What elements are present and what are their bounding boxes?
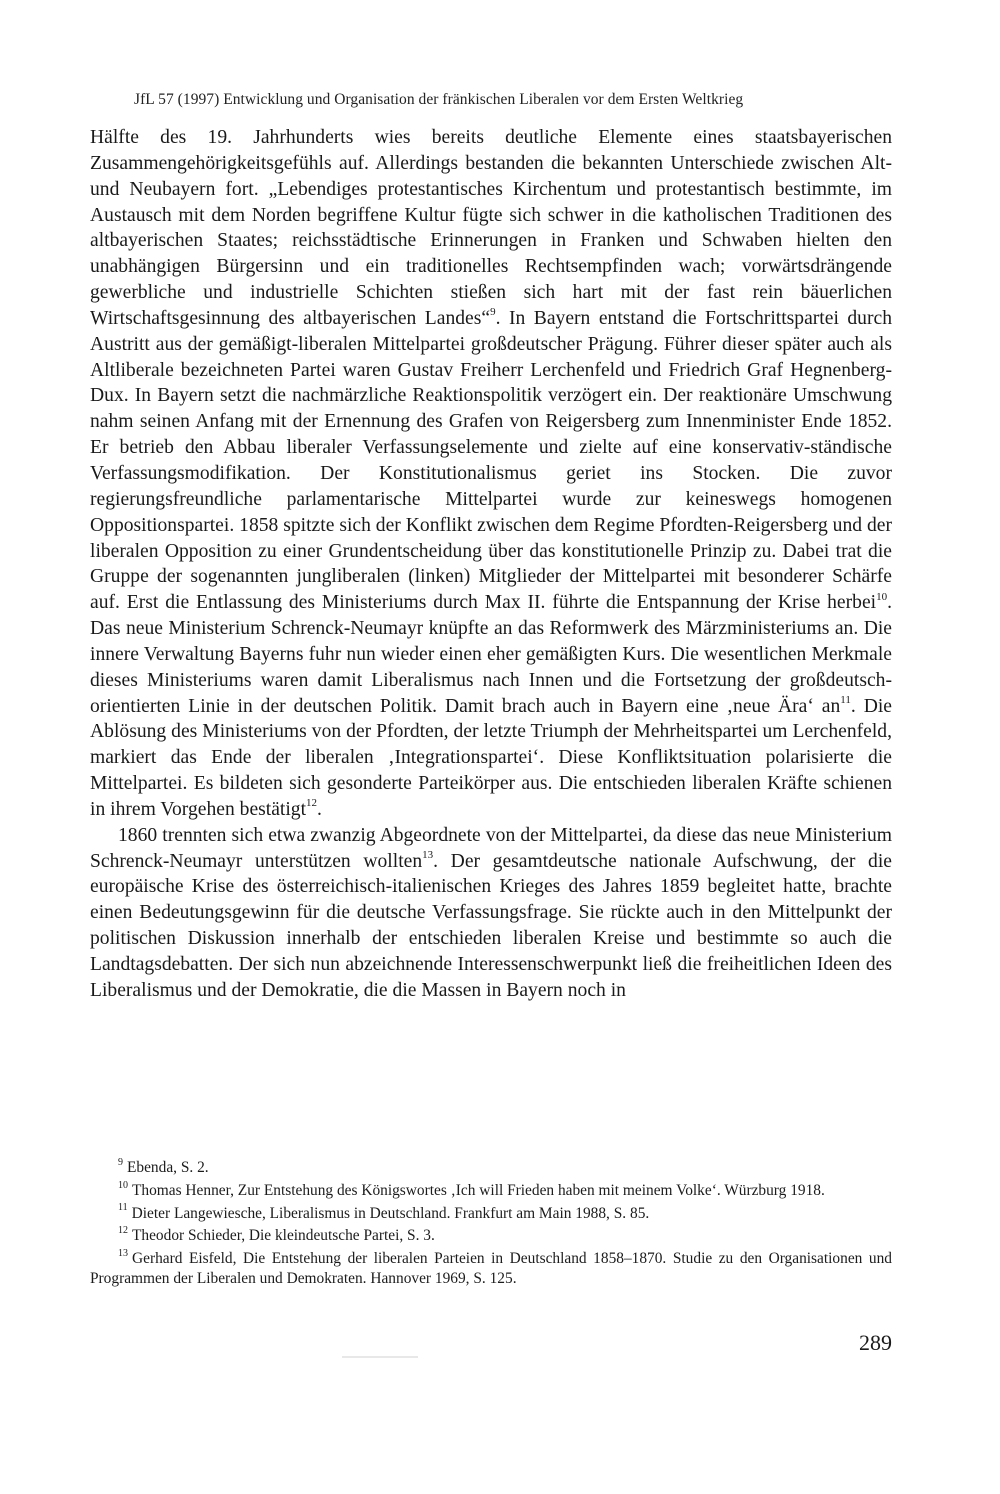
footnote-number: 12	[118, 1225, 128, 1237]
footnote-text: Thomas Henner, Zur Entstehung des Königswortes ‚Ich will Frieden haben mit meinem Volke‘. Würzburg 1918.	[132, 1181, 825, 1199]
footnote-ref-10[interactable]: 10	[876, 590, 888, 603]
text-run: . Die Ablösung des Ministeriums von der Pfordten, der letzte Triumph der Mehrheitspartei um Lerchenfeld, markiert das Ende der liberalen ‚Integrationspartei‘. Diese Konfliktsituation polarisierte die Mittelpartei. Es bildeten sich gesonderte Parteikörper aus. Die entschieden liberalen Kräfte schienen in ihrem Vorgehen bestätigt	[90, 695, 892, 820]
text-run: . Das neue Ministerium Schrenck-Neumayr knüpfte an das Reformwerk des Märzministeriums an. Die innere Verwaltung Bayerns fuhr nun wieder einen eher gemäßigten Kurs. Die wesentlichen Merkmale dieses Ministeriums waren damit Liberalismus nach Innen und die Fortsetzung der großdeutsch-orientierten Linie in der deutschen Politik. Damit brach auch in Bayern eine ‚neue Ära‘ an	[90, 592, 892, 717]
footnote-text: Theodor Schieder, Die kleindeutsche Partei, S. 3.	[132, 1227, 435, 1245]
footnote-text: Dieter Langewiesche, Liberalismus in Deutschland. Frankfurt am Main 1988, S. 85.	[131, 1204, 650, 1222]
running-head: JfL 57 (1997) Entwicklung und Organisation der fränkischen Liberalen vor dem Ersten Weltkrieg	[134, 91, 744, 108]
scan-artifact	[342, 1356, 418, 1358]
footnote-9	[90, 1158, 892, 1178]
paragraph-2	[90, 823, 892, 1004]
footnote-number: 10	[118, 1179, 128, 1191]
page-number: 289	[859, 1330, 892, 1355]
text-run: . In Bayern entstand die Fortschrittspartei durch Austritt aus der gemäßigt-liberalen Mittelpartei großdeutscher Prägung. Führer dieser später auch als Altliberale bezeichneten Partei waren Gustav Freiherr Lerchenfeld und Friedrich Graf Hegnenberg-Dux. In Bayern setzt die nachmärzliche Reaktionspolitik verzögert ein. Der reaktionäre Umschwung nahm seinen Anfang mit der Ernennung des Grafen von Reigersberg zum Innenminister Ende 1852. Er betrieb den Abbau liberaler Verfassungselemente und zielte auf eine konservativ-ständische Verfassungsmodifikation. Der Konstitutionalismus geriet ins Stocken. Die zuvor regierungsfreundliche parlamentarische Mittelpartei wurde zur keineswegs homogenen Oppositionspartei. 1858 spitzte sich der Konflikt zwischen dem Regime Pfordten-Reigersberg und der liberalen Opposition zu einer Grundentscheidung über das konstitutionelle Prinzip zu. Dabei trat die Gruppe der sogenannten jungliberalen (linken) Mitglieder der Mittelpartei mit besonderer Schärfe auf. Erst die Entlassung des Ministeriums durch Max II. führte die Entspannung der Krise herbei	[90, 307, 892, 614]
footnote-ref-9[interactable]: 9	[490, 306, 496, 319]
paragraph-1	[90, 125, 892, 823]
text-run: . Der gesamtdeutsche nationale Aufschwung, der die europäische Krise des österreichisch-italienischen Krieges des Jahres 1859 begleitet hatte, brachte einen Bedeutungsgewinn für die deutsche Verfassungsfrage. Sie rückte auch in den Mittelpunkt der politischen Diskussion innerhalb der entschieden liberalen Kreise und bestimmte so auch die Landtagsdebatten. Der sich nun abzeichnende Interessenschwerpunkt ließ die freiheitlichen Ideen des Liberalismus und der Demokratie, die die Massen in Bayern noch in	[90, 850, 892, 1001]
body-text	[90, 125, 892, 1004]
text-run: Hälfte des 19. Jahrhunderts wies bereits deutliche Elemente eines staatsbayerischen Zusammengehörigkeitsgefühls auf. Allerdings bestanden die bekannten Unterschiede zwischen Alt- und Neubayern fort. „Lebendiges protestantisches Kirchentum und protestantisch bestimmte, im Austausch mit dem Norden begriffene Kultur fügte sich schwer in die katholischen Traditionen des altbayerischen Staates; reichsstädtische Erinnerungen in Franken und Schwaben hielten den unabhängigen Bürgersinn und ein traditionelles Rechtsempfinden wach; vorwärtsdrängende gewerbliche und industrielle Schichten stießen sich hart mit der fast rein bäuerlichen Wirtschaftsgesinnung des altbayerischen Landes“	[90, 127, 892, 329]
footnote-ref-13[interactable]: 13	[422, 849, 434, 862]
footnote-number: 9	[118, 1156, 123, 1168]
footnote-11	[90, 1204, 892, 1224]
footnote-text: Ebenda, S. 2.	[127, 1159, 209, 1176]
footnote-ref-11[interactable]: 11	[840, 694, 851, 707]
text-run: .	[317, 798, 322, 820]
footnotes	[90, 1158, 892, 1292]
footnote-number: 11	[118, 1202, 128, 1214]
footnote-10	[90, 1181, 892, 1201]
footnote-13	[90, 1249, 892, 1290]
footnote-number: 13	[118, 1248, 128, 1260]
text-run: 1860 trennten sich etwa zwanzig Abgeordnete von der Mittelpartei, da diese das neue Ministerium Schrenck-Neumayr unterstützen wollten	[90, 824, 892, 872]
footnote-ref-12[interactable]: 12	[306, 797, 318, 810]
footnote-12	[90, 1226, 892, 1246]
footnote-text: Gerhard Eisfeld, Die Entstehung der liberalen Parteien in Deutschland 1858–1870. Studie zu den Organisationen und Programmen der Liberalen und Demokraten. Hannover 1969, S. 125.	[90, 1250, 892, 1288]
